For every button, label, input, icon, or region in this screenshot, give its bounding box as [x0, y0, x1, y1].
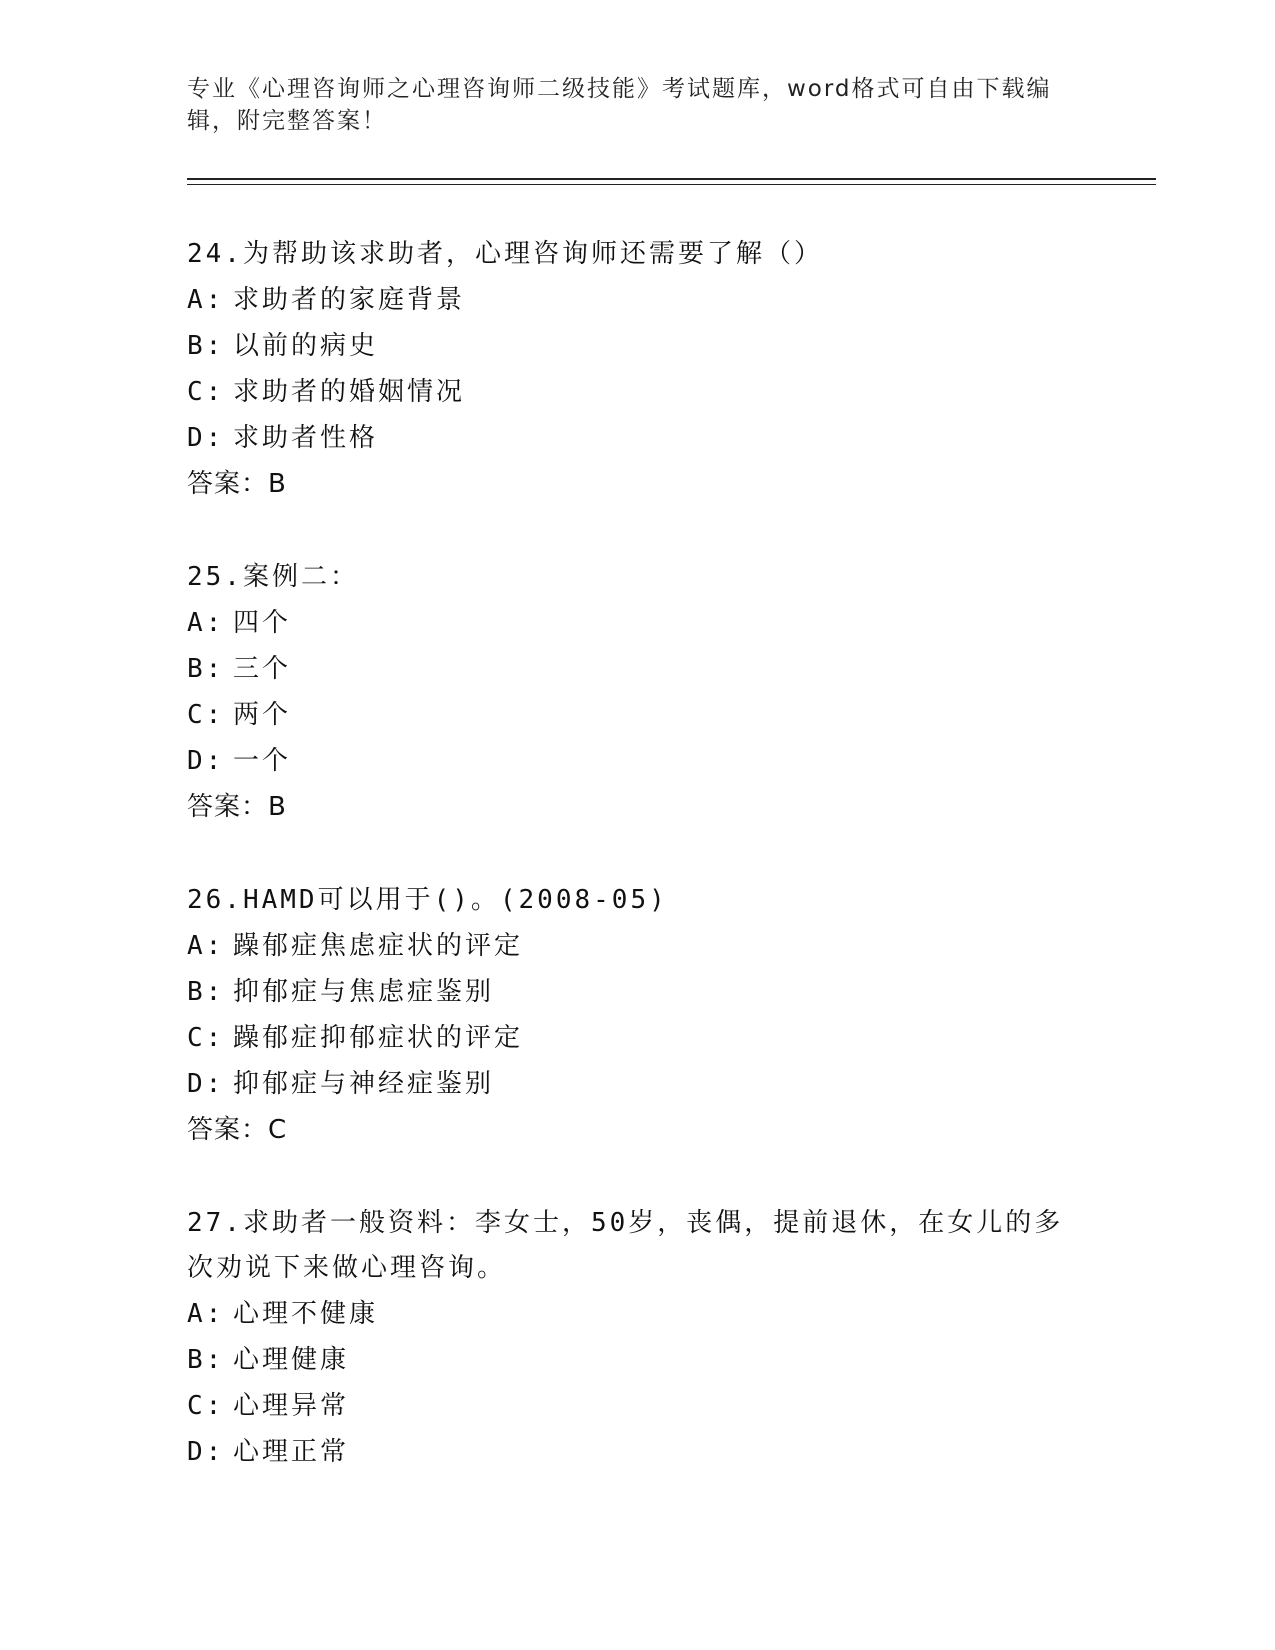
- option-d: [187, 1430, 1087, 1475]
- option-letter: C:: [187, 700, 225, 730]
- question-27: [187, 1201, 1087, 1475]
- answer-line: 答案：B: [187, 792, 287, 822]
- option-letter: A:: [187, 1299, 225, 1329]
- option-letter: C:: [187, 1023, 225, 1053]
- option-b: [187, 1338, 1087, 1383]
- question-list: [187, 232, 1087, 1523]
- option-letter: C:: [187, 377, 225, 407]
- option-letter: D:: [187, 1437, 225, 1467]
- option-text: 求助者的家庭背景: [233, 285, 466, 315]
- option-letter: D:: [187, 746, 225, 776]
- answer-line: 答案：B: [187, 469, 287, 499]
- option-text: 心理异常: [233, 1391, 350, 1421]
- question-stem: 25.案例二：: [187, 562, 359, 592]
- option-text: 求助者性格: [233, 423, 379, 453]
- option-letter: A:: [187, 931, 225, 961]
- question-stem: 26.HAMD可以用于()。(2008-05): [187, 885, 668, 915]
- option-b: [187, 970, 1087, 1015]
- option-letter: A:: [187, 608, 225, 638]
- question-26: [187, 878, 1087, 1153]
- answer-line: 答案：C: [187, 1115, 288, 1145]
- question-25: [187, 555, 1087, 830]
- question-24: [187, 232, 1087, 507]
- option-letter: B:: [187, 1345, 225, 1375]
- option-text: 躁郁症焦虑症状的评定: [233, 931, 524, 961]
- option-a: [187, 601, 1087, 646]
- option-text: 一个: [233, 746, 292, 776]
- option-text: 心理正常: [233, 1437, 350, 1467]
- option-a: [187, 278, 1087, 323]
- question-stem: 27.求助者一般资料：李女士，50岁，丧偶，提前退休，在女儿的多次劝说下来做心理咨询。: [187, 1208, 1064, 1283]
- option-text: 心理不健康: [233, 1299, 379, 1329]
- option-letter: B:: [187, 331, 225, 361]
- option-text: 心理健康: [233, 1345, 350, 1375]
- option-d: [187, 739, 1087, 784]
- header-divider-thick: [187, 178, 1156, 180]
- option-letter: D:: [187, 423, 225, 453]
- option-a: [187, 924, 1087, 969]
- option-text: 三个: [233, 654, 292, 684]
- option-a: [187, 1292, 1087, 1337]
- option-c: [187, 1384, 1087, 1429]
- document-header: 专业《心理咨询师之心理咨询师二级技能》考试题库，word格式可自由下载编辑，附完整答案！: [187, 76, 1052, 134]
- option-b: [187, 647, 1087, 692]
- option-d: [187, 1062, 1087, 1107]
- option-letter: B:: [187, 654, 225, 684]
- option-text: 以前的病史: [233, 331, 379, 361]
- option-letter: D:: [187, 1069, 225, 1099]
- option-d: [187, 416, 1087, 461]
- option-text: 求助者的婚姻情况: [233, 377, 466, 407]
- option-text: 两个: [233, 700, 292, 730]
- option-text: 抑郁症与焦虑症鉴别: [233, 977, 495, 1007]
- option-c: [187, 693, 1087, 738]
- option-c: [187, 1016, 1087, 1061]
- option-letter: B:: [187, 977, 225, 1007]
- option-text: 躁郁症抑郁症状的评定: [233, 1023, 524, 1053]
- option-b: [187, 324, 1087, 369]
- option-letter: C:: [187, 1391, 225, 1421]
- option-letter: A:: [187, 285, 225, 315]
- option-text: 四个: [233, 608, 292, 638]
- question-stem: 24.为帮助该求助者，心理咨询师还需要了解（）: [187, 239, 823, 269]
- option-text: 抑郁症与神经症鉴别: [233, 1069, 495, 1099]
- header-divider-thin: [187, 184, 1156, 185]
- option-c: [187, 370, 1087, 415]
